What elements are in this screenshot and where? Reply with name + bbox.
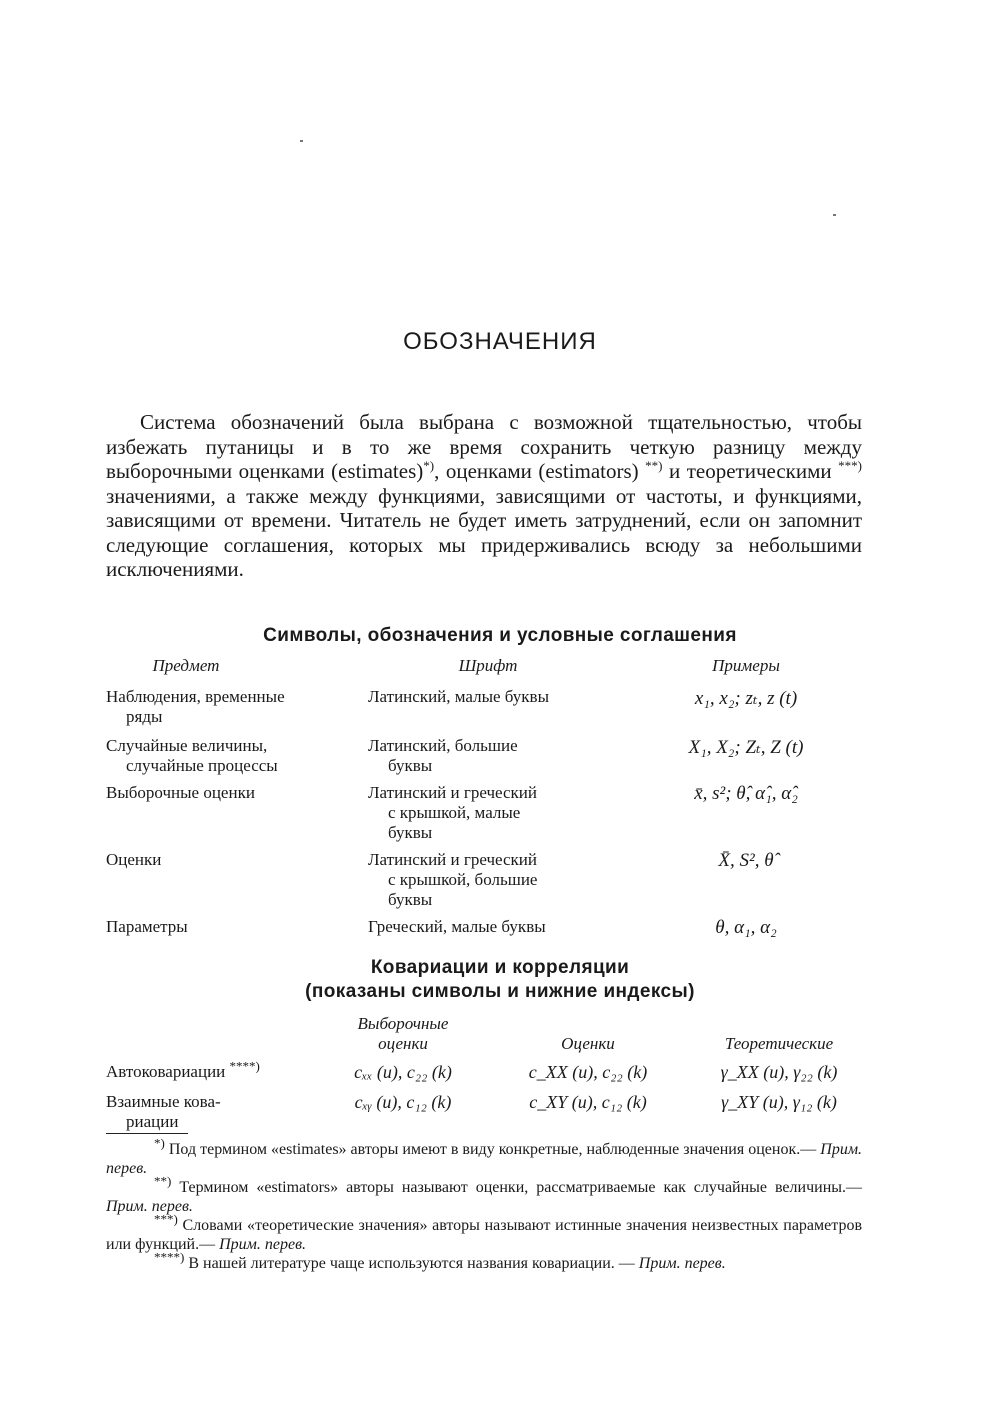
footnote: ****) В нашей литературе чаще используются названия ковариации. — Прим. перев.: [154, 1249, 726, 1272]
font-cell: Греческий, малые буквы: [368, 917, 546, 936]
footnote-ref: *): [423, 458, 435, 473]
column-header: Примеры: [712, 656, 780, 675]
footnote: *) Под термином «estimates» авторы имеют в виду конкретные, наблюденные значения оценок.— Прим. перев.: [106, 1135, 863, 1177]
font-cell: Латинский, малые буквы: [368, 687, 550, 706]
subject-cell: Выборочные оценки: [106, 783, 255, 802]
sample-cell: cₓₓ (u), c₂₂ (k): [354, 1062, 452, 1082]
column-header: Оценки: [561, 1034, 615, 1053]
footnote-ref: **): [645, 458, 663, 473]
symbols-section-title: Символы, обозначения и условные соглашения: [263, 625, 737, 646]
theoretical-cell: γ_XY (u), γ₁₂ (k): [721, 1092, 837, 1112]
column-header: Шрифт: [458, 656, 518, 675]
subject-cell: Наблюдения, временные ряды: [106, 687, 285, 726]
examples-cell: X̄, S², θ̂: [718, 850, 774, 871]
column-header: Теоретические: [724, 1034, 834, 1053]
subject-cell: Оценки: [106, 850, 162, 869]
intro-text: Система обозначений была выбрана с возможной тщательностью, чтобы избежать путаницы и в то же время сохранить четкую разницу между выборочными оценками (estimates): [106, 410, 862, 483]
scan-speck: [300, 140, 303, 142]
covariance-section-title: Ковариации и корреляции: [370, 957, 630, 978]
subject-cell: Случайные величины, случайные процессы: [106, 736, 278, 775]
estimator-cell: c_XX (u), c₂₂ (k): [528, 1062, 648, 1082]
examples-cell: θ, α₁, α₂: [715, 917, 777, 938]
examples-cell: X₁, X₂; Zₜ, Z (t): [688, 737, 804, 758]
theoretical-cell: γ_XX (u), γ₂₂ (k): [720, 1062, 838, 1082]
footnote: **) Термином «estimators» авторы называют оценки, рассматриваемые как случайные величины.— Прим. перев.: [106, 1173, 863, 1215]
examples-cell: x̄, s²; θ̂, α̂₁, α̂₂: [694, 783, 798, 804]
font-cell: Латинский, большие буквы: [368, 736, 518, 775]
footnotes: [106, 1135, 863, 1273]
scan-speck: [833, 214, 836, 216]
estimator-cell: c_XY (u), c₁₂ (k): [529, 1092, 647, 1112]
intro-text: и теоретическими: [662, 459, 839, 483]
column-header: Выборочные оценки: [357, 1014, 449, 1053]
footnote-divider: [106, 1133, 188, 1134]
intro-paragraph: [106, 410, 862, 582]
page-title: ОБОЗНАЧЕНИЯ: [403, 328, 597, 355]
row-label: Взаимные кова- риации: [106, 1092, 221, 1131]
covariance-section-subtitle: (показаны символы и нижние индексы): [305, 981, 695, 1002]
footnote: ***) Словами «теоретические значения» авторы называют истинные значения неизвестных параметров или функций.— Прим. перев.: [106, 1211, 863, 1253]
row-label: Автоковариации ****): [106, 1058, 260, 1081]
intro-text: значениями, а также между функциями, зависящими от частоты, и функциями, зависящими от времени. Читатель не будет иметь затруднений, если он запомнит следующие соглашения, которых мы придерживались всюду за небольшими исключениями.: [106, 483, 862, 581]
footnote-ref: ***): [838, 458, 862, 473]
subject-cell: Параметры: [106, 917, 188, 936]
examples-cell: x₁, x₂; zₜ, z (t): [694, 688, 798, 709]
column-header: Предмет: [152, 656, 220, 675]
font-cell: Латинский и греческий с крышкой, малые буквы: [368, 783, 537, 842]
sample-cell: cₓᵧ (u), c₁₂ (k): [354, 1092, 452, 1112]
font-cell: Латинский и греческий с крышкой, большие буквы: [368, 850, 538, 909]
intro-text: , оценками (estimators): [434, 459, 646, 483]
